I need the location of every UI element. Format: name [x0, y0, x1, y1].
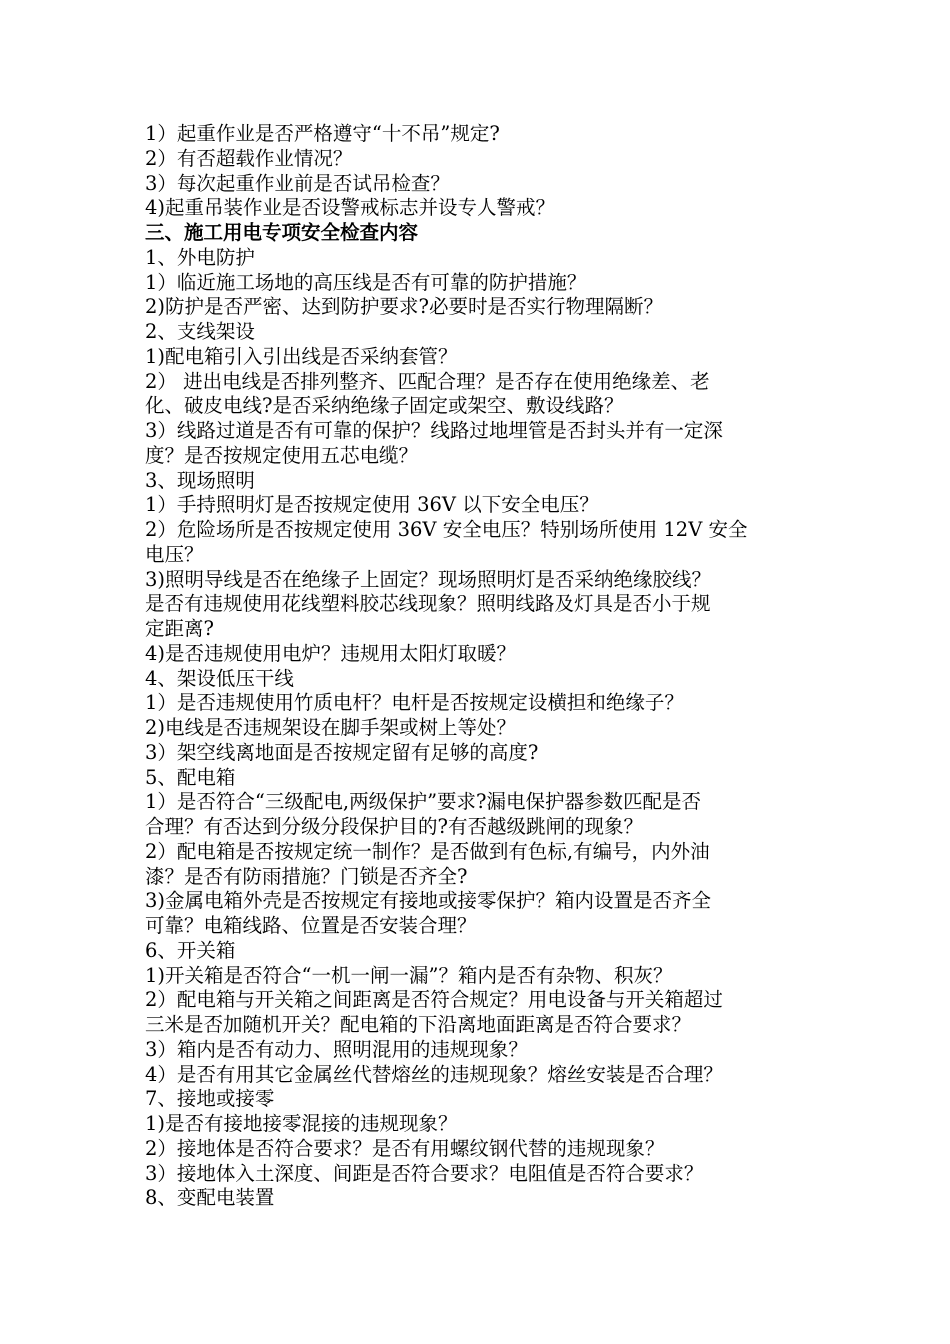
text-line: 可靠？电箱线路、位置是否安装合理？: [145, 914, 477, 937]
text-line: 4)起重吊装作业是否设警戒标志并设专人警戒？: [145, 196, 556, 220]
text-line: 2)防护是否严密、达到防护要求?必要时是否实行物理隔断？: [145, 295, 663, 319]
text-line: 4)是否违规使用电炉？违规用太阳灯取暖？: [145, 641, 517, 665]
text-line: 2）配电箱与开关箱之间距离是否符合规定？用电设备与开关箱超过: [145, 988, 723, 1012]
text-line: 3）每次起重作业前是否试吊检查？: [145, 171, 450, 195]
text-line: 是否有违规使用花线塑料胶芯线现象？照明线路及灯具是否小于规: [145, 592, 711, 616]
text-line: 3）接地体入土深度、间距是否符合要求？电阻值是否符合要求？: [145, 1161, 704, 1185]
text-line: 3)照明导线是否在绝缘子上固定？现场照明灯是否采纳绝缘胶线？: [145, 567, 712, 591]
text-line: 2）接地体是否符合要求？是否有用螺纹钢代替的违规现象？: [145, 1136, 665, 1160]
text-line: 合理？有否达到分级分段保护目的?有否越级跳闸的现象？: [145, 815, 643, 838]
text-line: 2）有否超载作业情况？: [145, 146, 353, 170]
text-line: 1)是否有接地接零混接的违规现象？: [145, 1112, 458, 1135]
document-body: [145, 122, 815, 1211]
text-line: 3）线路过道是否有可靠的保护？线路过地埋管是否封头并有一定深: [145, 419, 723, 442]
subsection-heading: 3、现场照明: [145, 468, 255, 492]
subsection-heading: 2、支线架设: [145, 320, 255, 343]
text-line: 1）临近施工场地的高压线是否有可靠的防护措施？: [145, 270, 587, 294]
text-line: 度？是否按规定使用五芯电缆？: [145, 443, 419, 467]
text-line: 1)配电箱引入引出线是否采纳套管？: [145, 344, 458, 368]
subsection-heading: 5、配电箱: [145, 765, 236, 789]
text-line: 1）是否符合“三级配电,两级保护”要求?漏电保护器参数匹配是否: [145, 790, 701, 814]
text-line: 定距离?: [145, 617, 214, 640]
text-line: 2）配电箱是否按规定统一制作？是否做到有色标,有编号，内外油: [145, 839, 710, 863]
text-line: 3)金属电箱外壳是否按规定有接地或接零保护？箱内设置是否齐全: [145, 889, 712, 913]
text-line: 3）架空线离地面是否按规定留有足够的高度?: [145, 740, 539, 764]
text-line: 1）手持照明灯是否按规定使用 36V 以下安全电压？: [145, 493, 599, 517]
text-line: 4）是否有用其它金属丝代替熔丝的违规现象？熔丝安装是否合理？: [145, 1062, 723, 1086]
subsection-heading: 1、外电防护: [145, 245, 255, 269]
text-line: 漆？是否有防雨措施？门锁是否齐全?: [145, 864, 468, 888]
text-line: 化、破皮电线?是否采纳绝缘子固定或架空、敷设线路？: [145, 394, 624, 418]
subsection-heading: 7、接地或接零: [145, 1087, 275, 1111]
text-line: 三米是否加随机开关？配电箱的下沿离地面距离是否符合要求？: [145, 1013, 692, 1036]
subsection-heading: 4、架设低压干线: [145, 666, 294, 690]
text-line: 2）危险场所是否按规定使用 36V 安全电压？特别场所使用 12V 安全: [145, 518, 748, 541]
text-line: 3）箱内是否有动力、照明混用的违规现象？: [145, 1037, 528, 1061]
text-line: 1）是否违规使用竹质电杆？电杆是否按规定设横担和绝缘子？: [145, 691, 684, 715]
text-line: 2)电线是否违规架设在脚手架或树上等处？: [145, 716, 517, 739]
text-line: 1)开关箱是否符合“一机一闸一漏”？箱内是否有杂物、积灰？: [145, 963, 673, 987]
text-line: 2） 进出电线是否排列整齐、匹配合理？是否存在使用绝缘差、老: [145, 369, 710, 393]
subsection-heading: 8、变配电装置: [145, 1186, 275, 1210]
section-heading: 三、施工用电专项安全检查内容: [145, 221, 419, 244]
text-line: 1）起重作业是否严格遵守“十不吊”规定?: [145, 122, 500, 145]
subsection-heading: 6、开关箱: [145, 938, 236, 962]
text-line: 电压？: [145, 542, 204, 566]
